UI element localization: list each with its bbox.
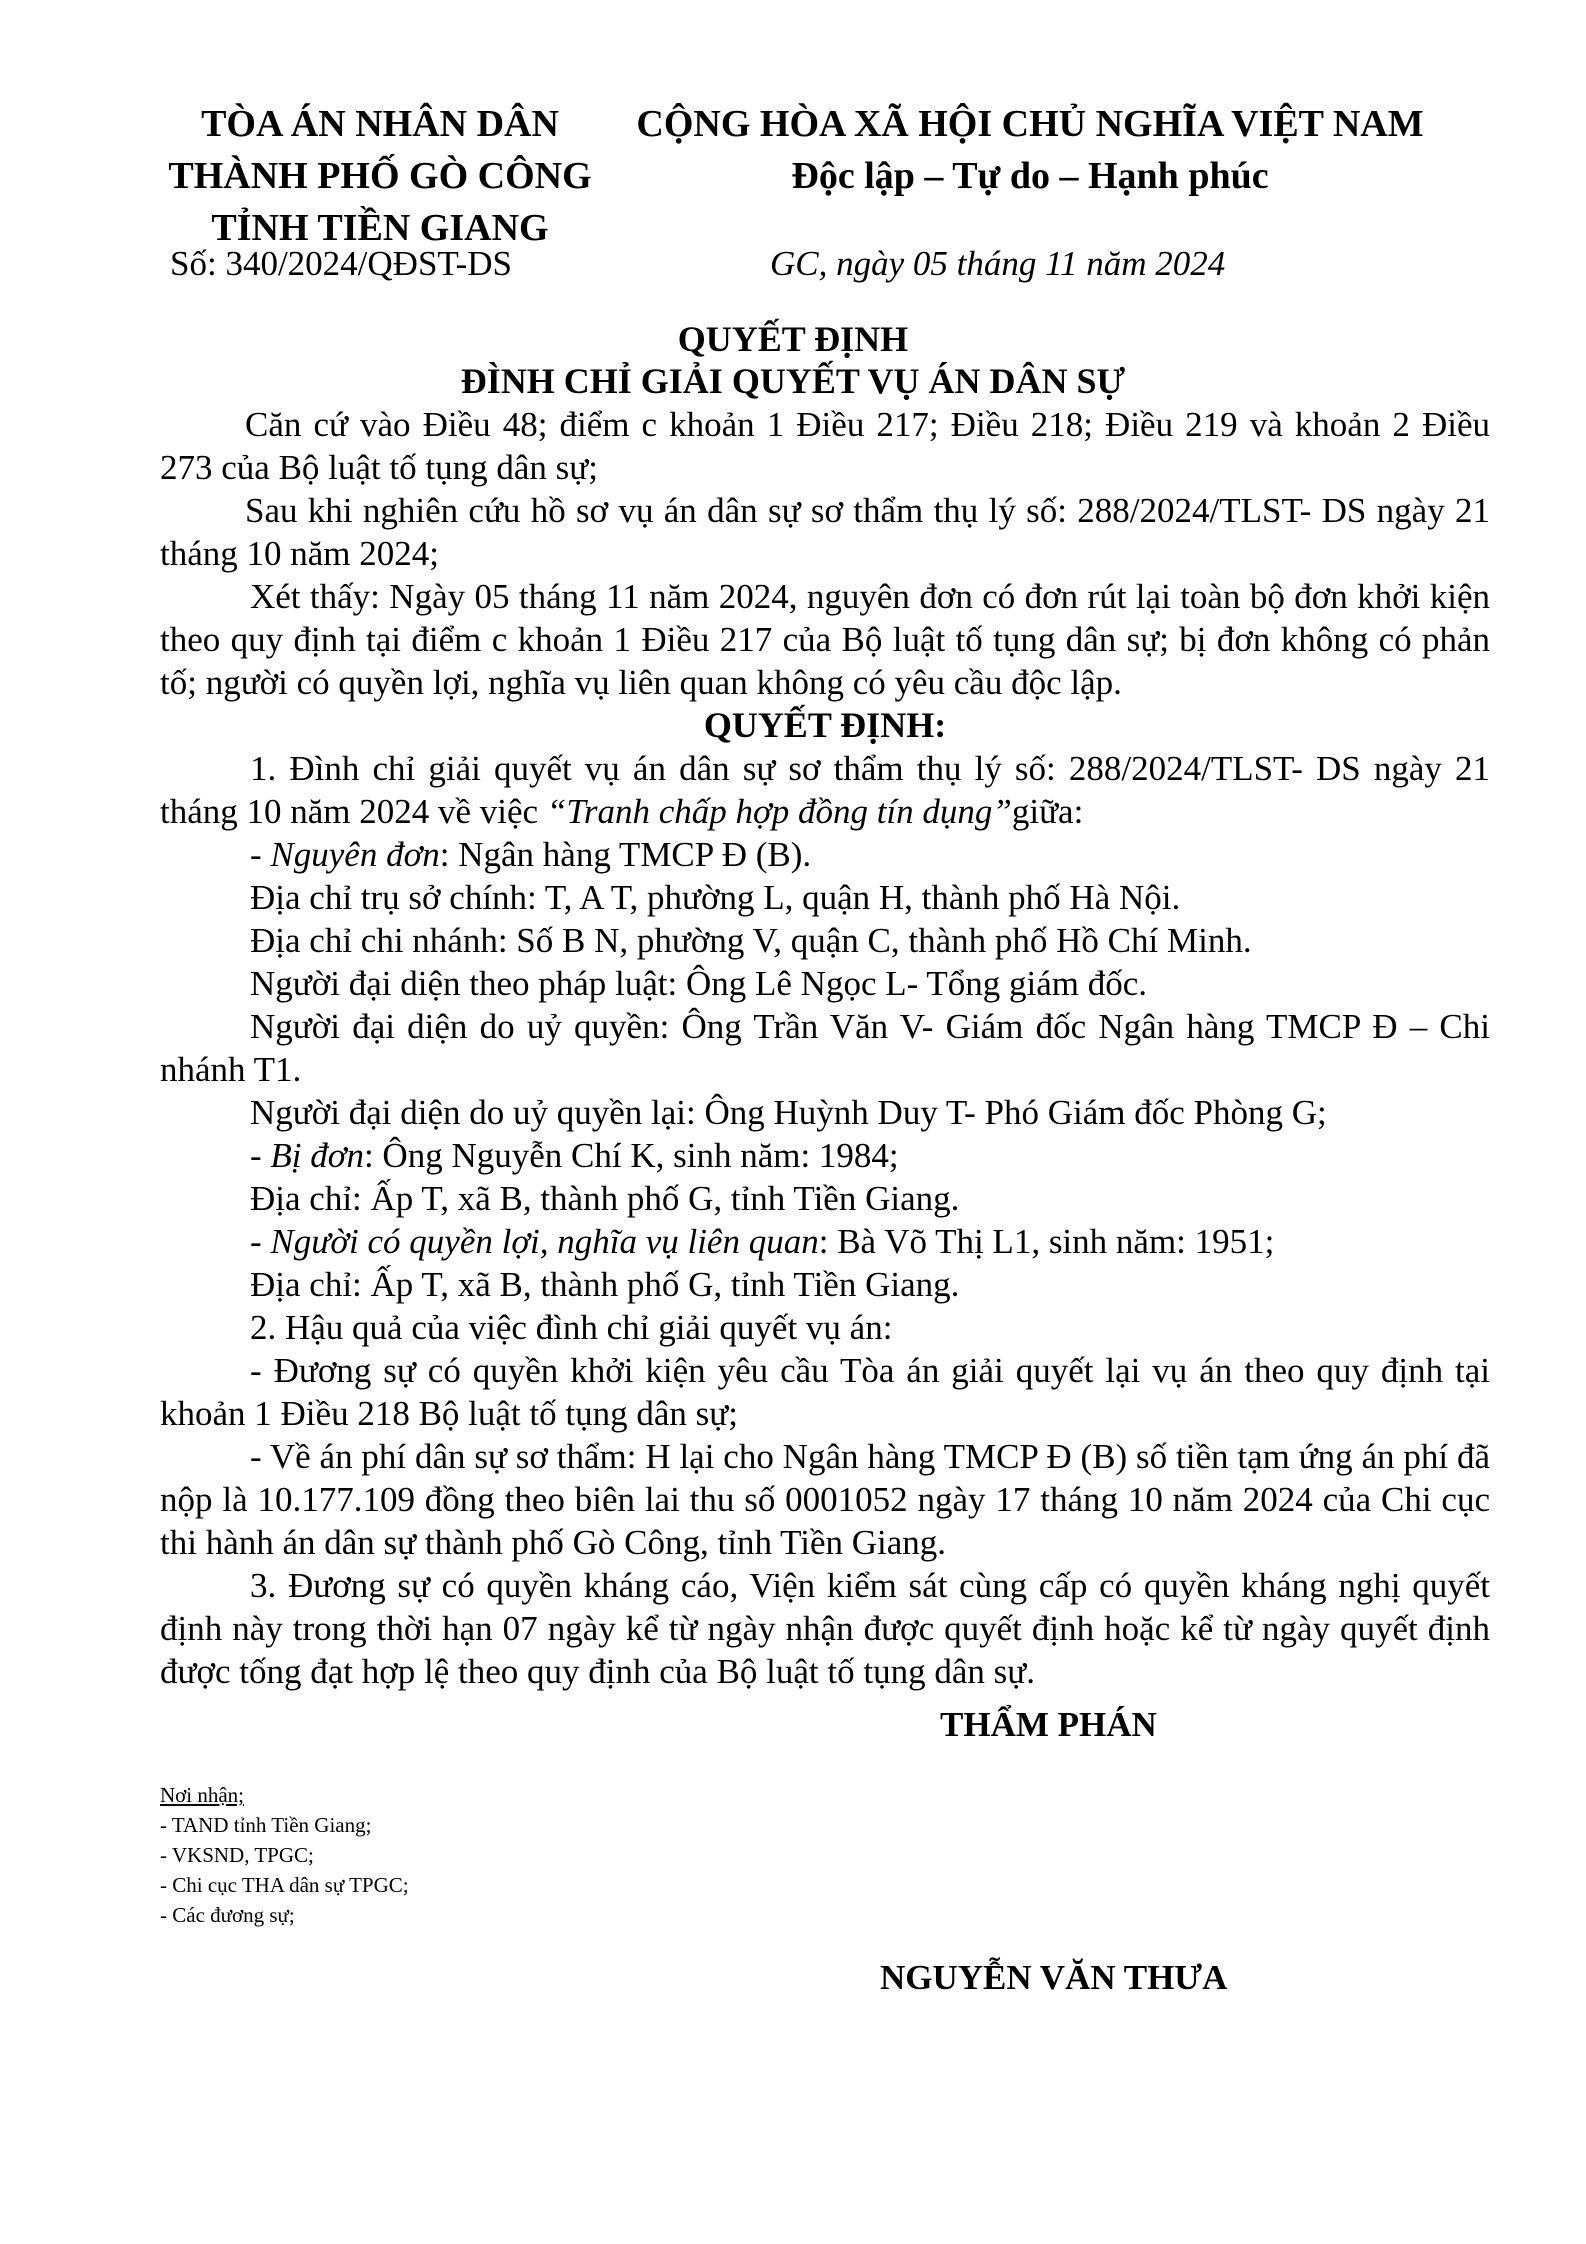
related-party-label: Người có quyền lợi, nghĩa vụ liên quan [270, 1222, 819, 1261]
recipients-list [160, 1780, 409, 1930]
court-name-line3: TỈNH TIỀN GIANG [211, 207, 549, 249]
sub-authorized-representative: Người đại diện do uỷ quyền lại: Ông Huỳnh Duy T- Phó Giám đốc Phòng G; [250, 1093, 1327, 1132]
decision-item-2b: - Về án phí dân sự sơ thẩm: H lại cho Ngân hàng TMCP Đ (B) số tiền tạm ứng án phí đã nộp là 10.177.109 đồng theo biên lai thu số 0001052 ngày 17 tháng 10 năm 2024 của Chi cục thi hành án dân sự thành phố Gò Công, tỉnh Tiền Giang. [160, 1437, 1490, 1562]
hq-address: Địa chỉ trụ sở chính: T, A T, phường L, quận H, thành phố Hà Nội. [250, 878, 1181, 917]
defendant-value: : Ông Nguyễn Chí K, sinh năm: 1984; [363, 1136, 899, 1175]
recipient-item: - Các đương sự; [160, 1903, 295, 1927]
court-name-line2: THÀNH PHỐ GÒ CÔNG [168, 155, 592, 197]
decision-heading: QUYẾT ĐỊNH: [703, 705, 947, 745]
related-party-address: Địa chỉ: Ấp T, xã B, thành phố G, tỉnh Tiền Giang. [250, 1265, 960, 1304]
plaintiff-prefix: - [250, 835, 271, 874]
defendant-prefix: - [250, 1136, 271, 1175]
legal-representative: Người đại diện theo pháp luật: Ông Lê Ngọc L- Tổng giám đốc. [250, 964, 1148, 1003]
national-motto: Độc lập – Tự do – Hạnh phúc [791, 155, 1269, 197]
case-name: “Tranh chấp hợp đồng tín dụng” [546, 792, 1012, 831]
plaintiff-value: : Ngân hàng TMCP Đ (B). [439, 835, 812, 874]
decision-item-2a: - Đương sự có quyền khởi kiện yêu cầu Tòa án giải quyết lại vụ án theo quy định tại khoản 1 Điều 218 Bộ luật tố tụng dân sự; [160, 1351, 1490, 1433]
decision-item-1-end: giữa: [1011, 792, 1084, 831]
recipients-label: Nơi nhận; [160, 1783, 245, 1807]
decision-item-1 [160, 747, 1490, 833]
defendant-label: Bị đơn [270, 1136, 364, 1175]
recipient-item: - VKSND, TPGC; [160, 1843, 314, 1867]
authorized-representative: Người đại diện do uỷ quyền: Ông Trần Văn V- Giám đốc Ngân hàng TMCP Đ – Chi nhánh T1. [160, 1007, 1490, 1089]
plaintiff [160, 833, 1490, 876]
recipient-item: - Chi cục THA dân sự TPGC; [160, 1873, 409, 1897]
judge-title: THẨM PHÁN [940, 1705, 1157, 1744]
defendant [160, 1134, 1490, 1177]
recipient-item: - TAND tỉnh Tiền Giang; [160, 1813, 372, 1837]
related-party [160, 1220, 1490, 1263]
preamble-findings: Xét thấy: Ngày 05 tháng 11 năm 2024, nguyên đơn có đơn rút lại toàn bộ đơn khởi kiện theo quy định tại điểm c khoản 1 Điều 217 của Bộ luật tố tụng dân sự; bị đơn không có phản tố; người có quyền lợi, nghĩa vụ liên quan không có yêu cầu độc lập. [160, 577, 1490, 702]
defendant-address: Địa chỉ: Ấp T, xã B, thành phố G, tỉnh Tiền Giang. [250, 1179, 960, 1218]
decision-number: Số: 340/2024/QĐST-DS [170, 244, 512, 283]
court-name-line1: TÒA ÁN NHÂN DÂN [201, 103, 559, 145]
document-body [160, 403, 1490, 1693]
court-header [160, 98, 600, 254]
document-title: QUYẾT ĐỊNH [677, 319, 909, 359]
preamble-review: Sau khi nghiên cứu hồ sơ vụ án dân sự sơ thẩm thụ lý số: 288/2024/TLST- DS ngày 21 tháng 10 năm 2024; [160, 491, 1490, 573]
preamble-basis: Căn cứ vào Điều 48; điểm c khoản 1 Điều 217; Điều 218; Điều 219 và khoản 2 Điều 273 của Bộ luật tố tụng dân sự; [160, 405, 1490, 487]
document-subtitle: ĐÌNH CHỈ GIẢI QUYẾT VỤ ÁN DÂN SỰ [460, 361, 1126, 401]
related-prefix: - [250, 1222, 271, 1261]
decision-item-2: 2. Hậu quả của việc đình chỉ giải quyết vụ án: [250, 1308, 893, 1347]
nation-header [630, 98, 1430, 202]
related-party-value: : Bà Võ Thị L1, sinh năm: 1951; [818, 1222, 1275, 1261]
judge-name: NGUYỄN VĂN THƯA [880, 1958, 1228, 1997]
plaintiff-label: Nguyên đơn [270, 835, 440, 874]
decision-item-3: 3. Đương sự có quyền kháng cáo, Viện kiểm sát cùng cấp có quyền kháng nghị quyết định này trong thời hạn 07 ngày kể từ ngày nhận được quyết định hoặc kể từ ngày quyết định được tống đạt hợp lệ theo quy định của Bộ luật tố tụng dân sự. [160, 1566, 1490, 1691]
branch-address: Địa chỉ chi nhánh: Số B N, phường V, quận C, thành phố Hồ Chí Minh. [250, 921, 1252, 960]
issue-date: GC, ngày 05 tháng 11 năm 2024 [770, 244, 1226, 283]
nation-name: CỘNG HÒA XÃ HỘI CHỦ NGHĨA VIỆT NAM [636, 103, 1424, 145]
decision-item-1-text: 1. Đình chỉ giải quyết vụ án dân sự sơ thẩm thụ lý số: 288/2024/TLST- DS ngày 21 tháng 10 năm 2024 về việc [160, 749, 1490, 831]
